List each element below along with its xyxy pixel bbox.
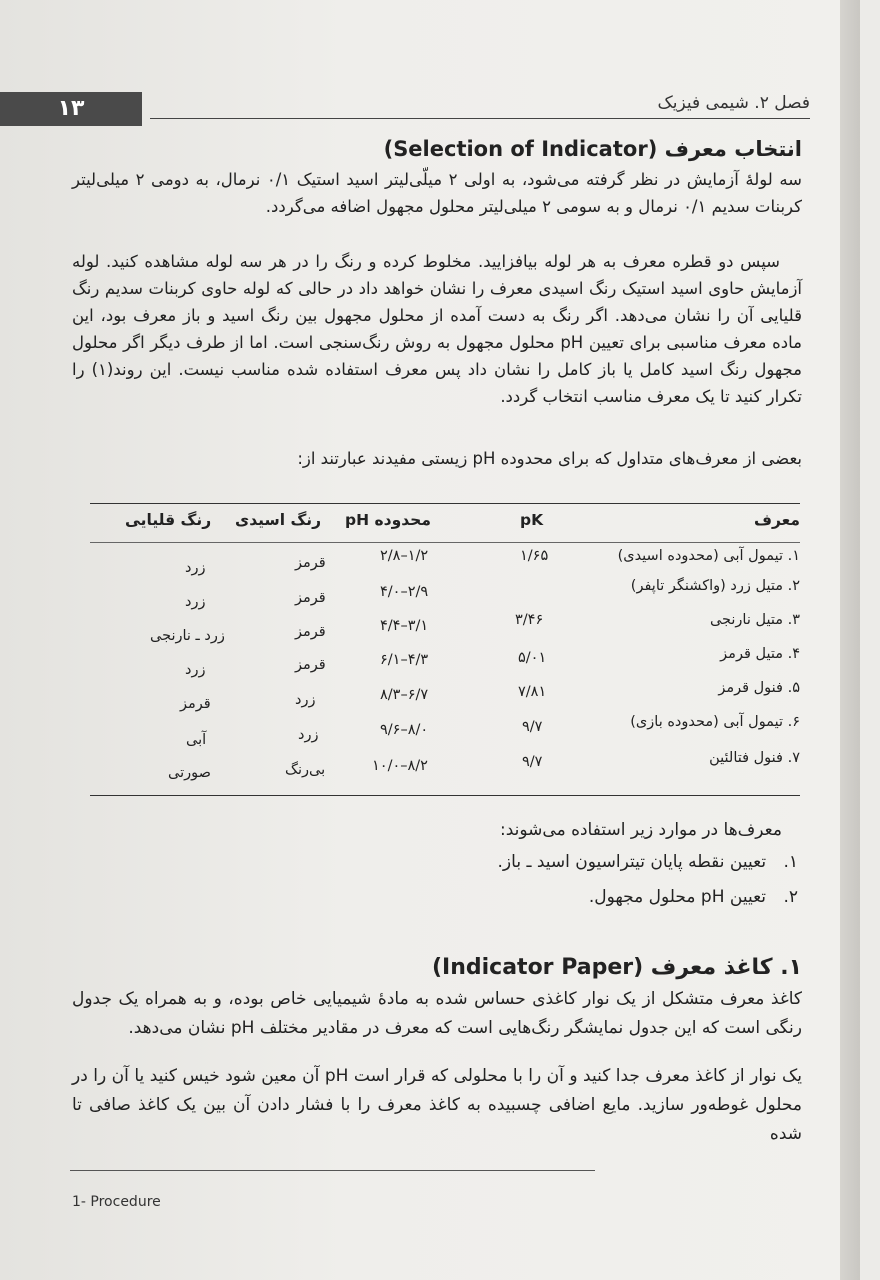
table-cell-ph-range: ۲/۹–۴/۰ [380,584,429,600]
table-cell-pk: ۹/۷ [522,719,543,735]
table-cell-indicator: ۶. تیمول آبی (محدوده بازی) [630,714,800,730]
table-cell-base-color: آبی [186,732,207,748]
header-acid-color: رنگ اسیدی [235,511,322,529]
chapter-title: فصل ۲. شیمی فیزیک [657,93,810,113]
table-bottom-rule [90,795,800,796]
table-cell-acid-color: زرد [298,727,319,743]
table-cell-base-color: صورتی [168,765,211,781]
uses-list-item [90,887,798,907]
table-cell-indicator: ۳. متیل نارنجی [709,612,800,628]
table-cell-acid-color: قرمز [295,657,326,673]
page-number: ۱۳ [0,92,142,126]
table-cell-base-color: زرد [185,560,206,576]
header-ph-range: محدوده pH [345,511,431,529]
table-cell-pk: ۷/۸۱ [518,684,547,700]
uses-intro: معرف‌ها در موارد زیر استفاده می‌شوند: [499,820,782,840]
list-text: تعیین pH محلول مجهول. [588,887,767,907]
list-number: ۱. [783,852,798,872]
table-cell-base-color: زرد ـ نارنجی [150,628,225,644]
header-pk: pK [520,511,544,529]
table-cell-ph-range: ۸/۲–۱۰/۰ [372,758,428,774]
table-header-rule [90,542,800,543]
table-cell-acid-color: قرمز [295,590,326,606]
section-title-indicator-paper: ۱. کاغذ معرف (Indicator Paper) [431,955,802,980]
section-title-selection: انتخاب معرف (Selection of Indicator) [383,137,802,161]
header-rule [150,118,810,119]
list-text: تعیین نقطه پایان تیتراسیون اسید ـ باز. [497,852,767,872]
footnote-rule [70,1170,595,1171]
table-cell-ph-range: ۶/۷–۸/۳ [380,687,429,703]
table-cell-indicator: ۱. تیمول آبی (محدوده اسیدی) [617,548,800,564]
table-cell-pk: ۳/۴۶ [515,612,544,628]
table-cell-indicator: ۷. فنول فتالئین [709,750,800,766]
paragraph-table-intro: بعضی از معرف‌های متداول که برای محدوده pH زیستی مفیدند عبارتند از: [297,449,802,468]
table-cell-ph-range: ۴/۳–۶/۱ [380,652,429,668]
table-top-rule [90,503,800,504]
table-cell-indicator: ۵. فنول قرمز [718,680,800,696]
table-cell-ph-range: ۳/۱–۴/۴ [380,618,429,634]
table-cell-ph-range: ۸/۰–۹/۶ [380,722,429,738]
list-number: ۲. [783,887,798,907]
table-cell-base-color: زرد [185,594,206,610]
paragraph-procedure: سپس دو قطره معرف به هر لوله بیافزایید. مخلوط کرده و رنگ را در هر سه لوله مشاهده کنید. لوله آزمایش حاوی اسید استیک رنگ اسیدی معرف را نشان خواهد داد در حالی که لوله حاوی کربنات سدیم رنگ قلیایی آن را نشان می‌دهد. اگر رنگ به دست آمده از محلول مجهول بین رنگ اسید و باز معرف بود، این ماده معرف مناسبی برای تعیین pH محلول مجهول به روش رنگ‌سنجی است. اما از طرف دیگر اگر محلول مجهول رنگ اسید کامل یا باز کامل را نشان داد پس معرف استفاده شده مناسب نیست. این روند(۱) را تکرار کنید تا یک معرف مناسب انتخاب گردد. [72,252,802,406]
table-cell-acid-color: بی‌رنگ [285,762,326,778]
table-cell-acid-color: زرد [295,692,316,708]
paragraph-intro: سه لولهٔ آزمایش در نظر گرفته می‌شود، به اولی ۲ میلّی‌لیتر اسید استیک ۰/۱ نرمال، به دومی ۲ میلی‌لیتر کربنات سدیم ۰/۱ نرمال و به سومی ۲ میلی‌لیتر محلول مجهول اضافه می‌گردد. [72,170,802,216]
paragraph-paper-procedure: یک نوار از کاغذ معرف جدا کنید و آن را با محلولی که قرار است pH آن معین شود خیس کنید یا آن را در محلول غوطه‌ور سازید. مایع اضافی چسبیده به کاغذ معرف را با فشار دادن آن بین یک کاغذ صافی تا شده [72,1066,802,1144]
table-cell-base-color: قرمز [180,696,211,712]
table-cell-pk: ۹/۷ [522,754,543,770]
table-cell-indicator: ۴. متیل قرمز [720,646,800,662]
header-base-color: رنگ قلیایی [125,511,212,529]
uses-list-item [90,852,798,872]
paragraph-paper-definition: کاغذ معرف متشکل از یک نوار کاغذی حساس شده به مادهٔ شیمیایی خاص بوده، و به همراه یک جدول رنگی است که این جدول نمایشگر رنگ‌هایی است که معرف در مقادیر مختلف pH نشان می‌دهد. [72,989,802,1038]
table-cell-acid-color: قرمز [295,624,326,640]
table-cell-pk: ۵/۰۱ [518,650,547,666]
page-edge [840,0,860,1280]
table-cell-indicator: ۲. متیل زرد (واکشنگر تاپفر) [630,578,800,594]
table-cell-base-color: زرد [185,662,206,678]
table-cell-pk: ۱/۶۵ [520,548,549,564]
footnote: 1- Procedure [72,1194,161,1210]
table-cell-ph-range: ۱/۲–۲/۸ [380,548,429,564]
table-cell-acid-color: قرمز [295,555,326,571]
header-indicator: معرف [754,511,800,529]
